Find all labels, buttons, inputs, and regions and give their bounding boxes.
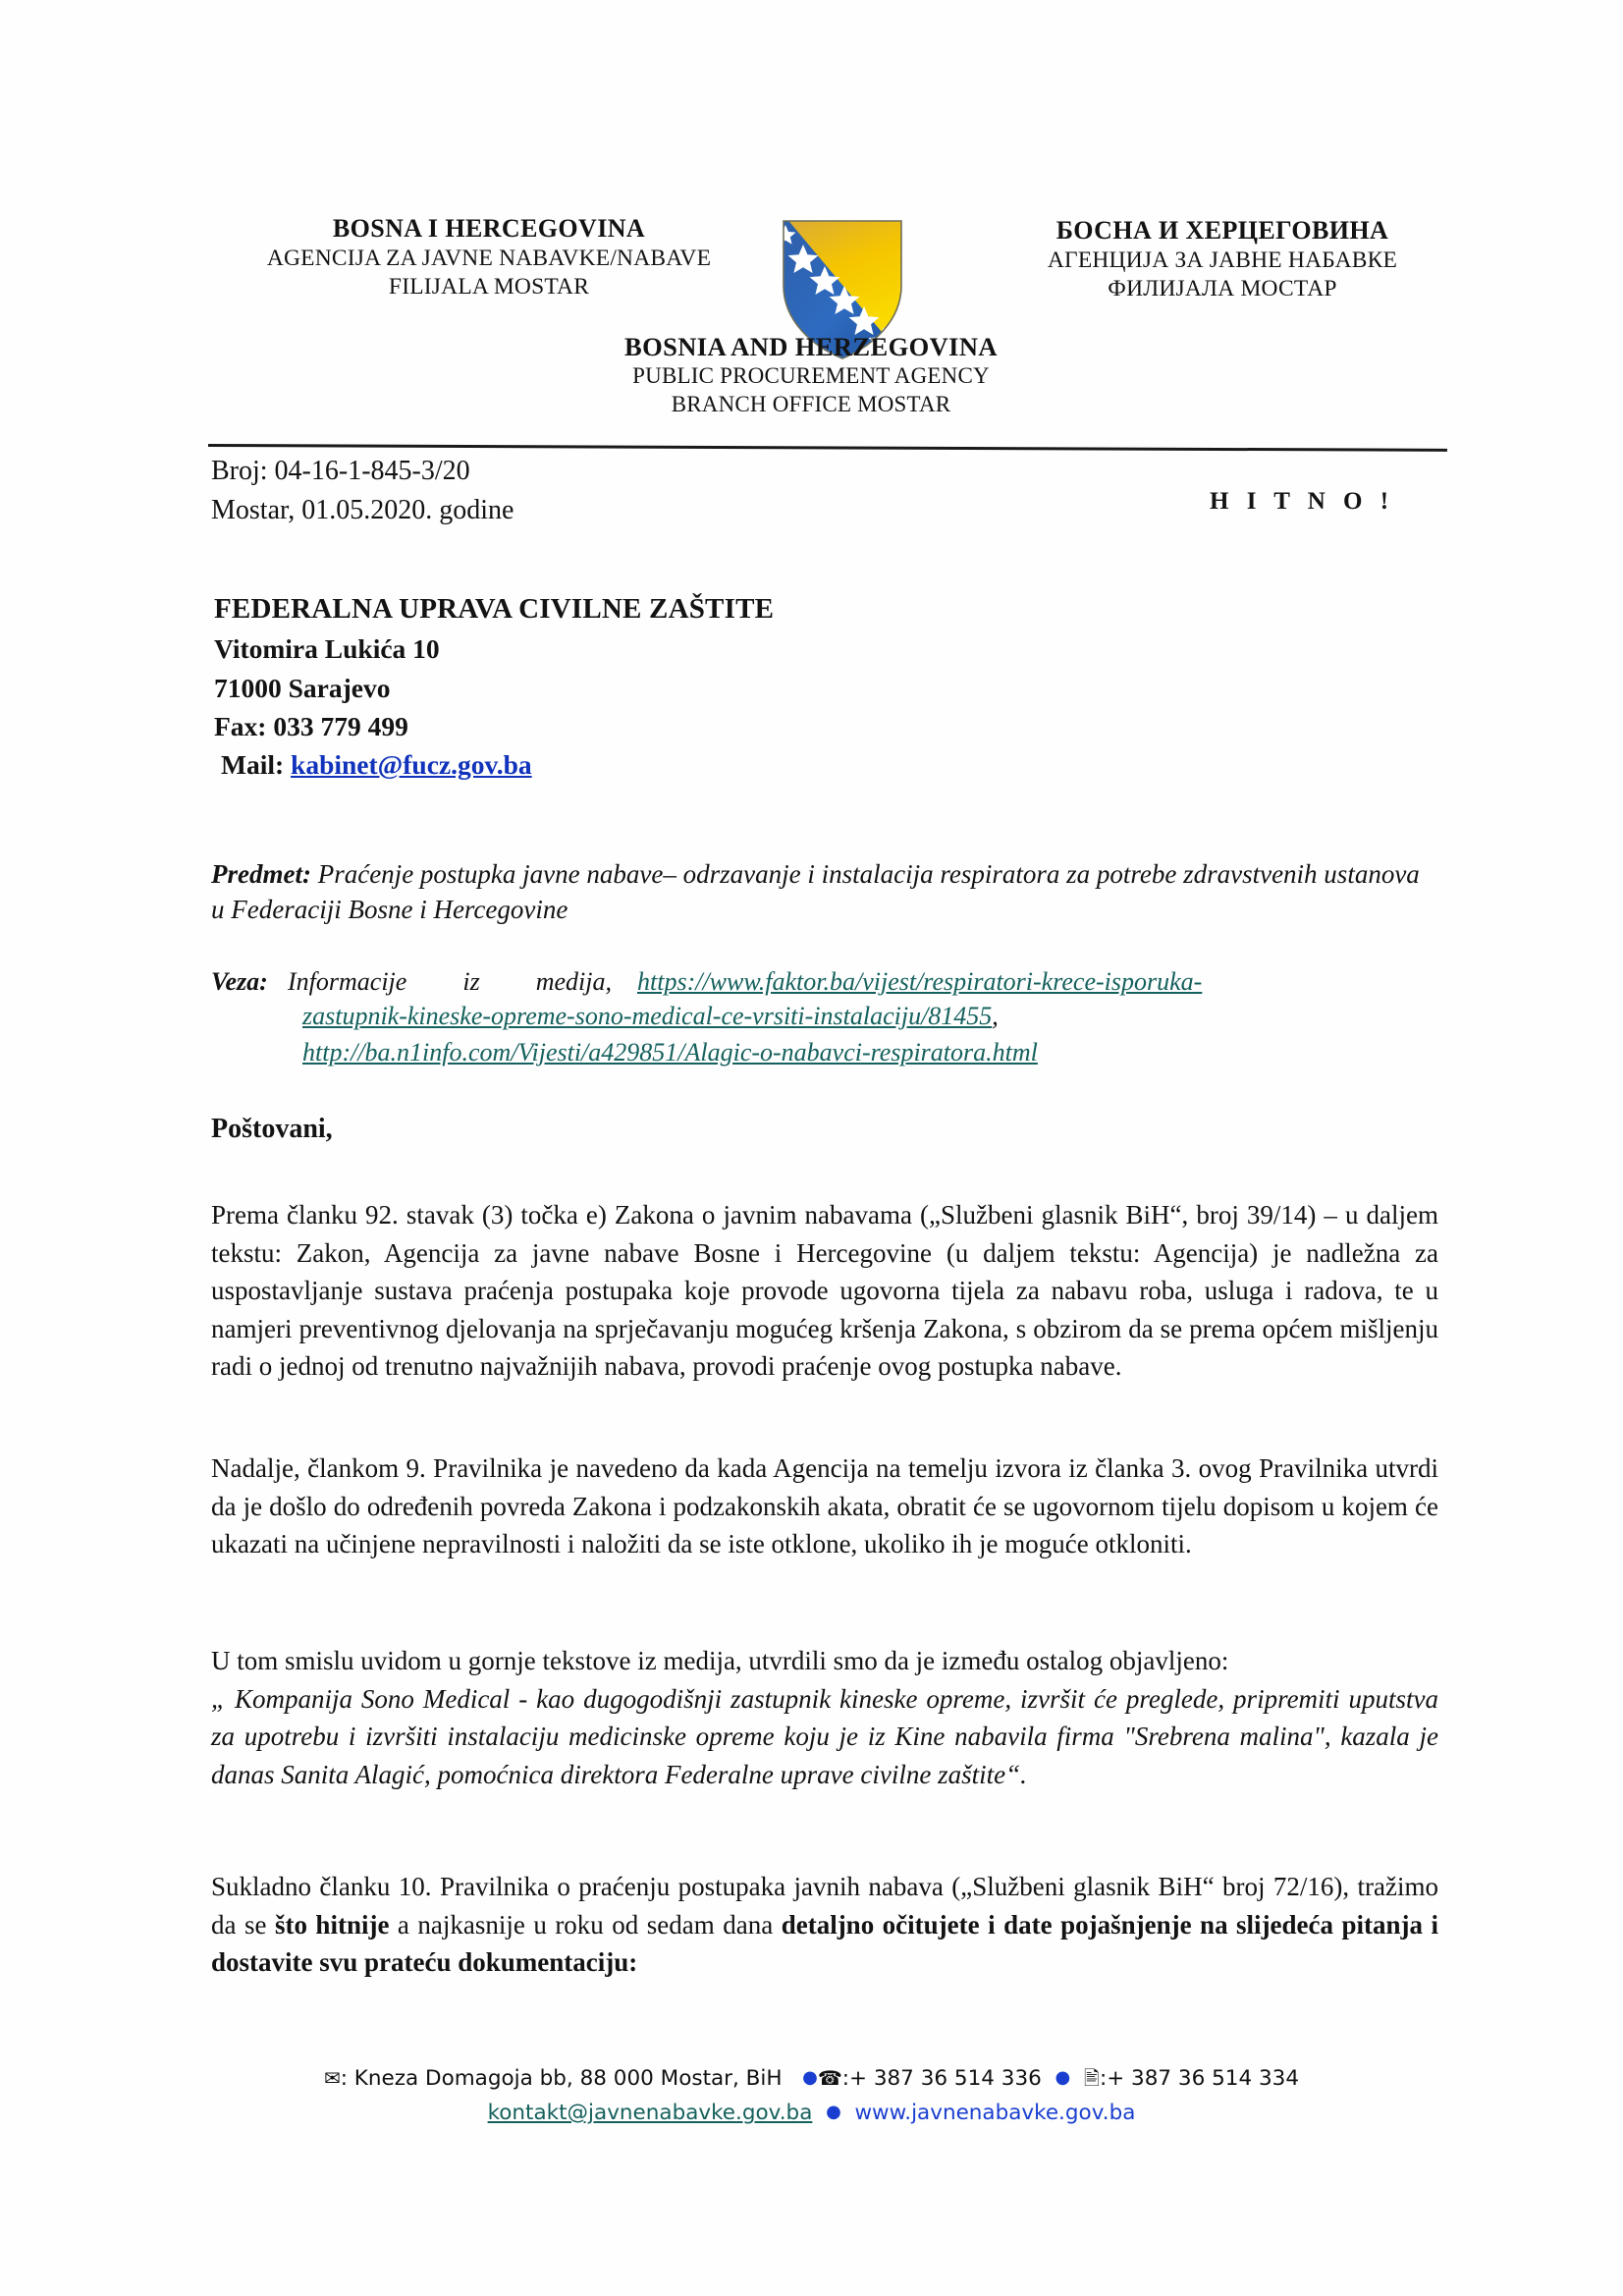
addressee-city: 71000 Sarajevo — [214, 672, 391, 703]
letterhead-bosnian-latin — [214, 214, 764, 301]
reference-links-row — [211, 964, 1440, 1001]
letterhead-branch-cyrillic: ФИЛИЈАЛА МОСТАР — [1108, 275, 1337, 301]
reference-links-block — [211, 964, 1440, 1071]
letterhead-english — [556, 332, 1066, 417]
footer-email-link[interactable]: kontakt@javnenabavke.gov.ba — [487, 2101, 813, 2126]
reference-links-continuation — [302, 999, 1440, 1071]
letterhead-bosnian-cyrillic — [982, 216, 1463, 302]
letterhead-agency-latin: AGENCIJA ZA JAVNE NABAVKE/NABAVE — [266, 245, 712, 271]
footer-sep-2: ● — [1055, 2067, 1071, 2088]
addressee-mail-label: Mail: — [221, 749, 285, 781]
subject-text: Praćenje postupka javne nabave– odrzavanje i instalacija respiratora za potrebe zdravstvenih ustanova u Federaciji Bosne i Hercegovine — [211, 859, 1420, 925]
footer-website-link[interactable]: www.javnenabavke.gov.ba — [854, 2101, 1136, 2126]
reference-number: Broj: 04-16-1-845-3/20 — [211, 456, 470, 486]
reference-links-lead-2: iz — [462, 967, 480, 996]
body-paragraph-1: Prema članku 92. stavak (3) točka e) Zakona o javnim nabavama („Službeni glasnik BiH“, broj 39/14) – u daljem tekstu: Zakon, Agencija za javne nabave Bosne i Hercegovine (u daljem tekstu: Agencija) je nadležna za uspostavljanje sustava praćenja postupaka koje provode ugovorna tijela za nabavu roba, usluga i radova, te u namjeri preventivnog djelovanja na sprječavanju mogućeg kršenja Zakona, s obzirom da se prema općem mišljenju radi o jednoj od trenutno najvažnijih nabava, provodi praćenje ovog postupka nabave. — [211, 1200, 1438, 1382]
fax-icon: 🖹 — [1083, 2066, 1100, 2090]
reference-place-date: Mostar, 01.05.2020. godine — [211, 494, 514, 525]
reference-links-label: Veza: — [211, 967, 268, 996]
letterhead-branch-latin: FILIJALA MOSTAR — [388, 273, 590, 300]
reference-links-lead — [288, 964, 637, 1001]
body-paragraph-4-c: a najkasnije u roku od sedam dana — [389, 1909, 782, 1940]
reference-block — [211, 452, 514, 530]
letterhead-branch-english: BRANCH OFFICE MOSTAR — [671, 391, 951, 416]
footer-address: : Kneza Domagoja bb, 88 000 Mostar, BiH — [340, 2066, 783, 2091]
reference-link-comma: , — [992, 1001, 999, 1030]
footer-sep-3: ● — [826, 2102, 841, 2123]
subject-line — [211, 856, 1436, 928]
footer-sep-1: ● — [802, 2067, 818, 2088]
reference-link-faktor-row2 — [302, 999, 1440, 1035]
salutation: Poštovani, — [211, 1114, 333, 1144]
reference-links-lead-3: medija, — [535, 967, 612, 996]
header-divider — [208, 444, 1447, 452]
footer-fax: :+ 387 36 514 334 — [1099, 2066, 1300, 2091]
envelope-icon: ✉ — [323, 2066, 341, 2090]
reference-link-faktor-part1[interactable]: https://www.faktor.ba/vijest/respiratori-krece-isporuka- — [637, 967, 1203, 996]
footer-line-address — [0, 2062, 1623, 2095]
reference-link-faktor-part2[interactable]: zastupnik-kineske-opreme-sono-medical-ce-vrsiti-instalaciju/81455 — [302, 1001, 993, 1030]
addressee-mail-link[interactable]: kabinet@fucz.gov.ba — [291, 749, 532, 781]
letterhead-agency-english: PUBLIC PROCUREMENT AGENCY — [632, 363, 990, 389]
footer-phone: :+ 387 36 514 336 — [841, 2066, 1042, 2091]
body-paragraph-2: Nadalje, člankom 9. Pravilnika je navedeno da kada Agencija na temelju izvora iz članka 3. ovog Pravilnika utvrdi da je došlo do određenih povreda Zakona i podzakonskih akata, obratit će se ugovornom tijelu dopisom u kojem će ukazati na učinjene nepravilnosti i naložiti da se iste otklone, ukoliko ih je moguće otkloniti. — [211, 1453, 1438, 1559]
footer-line-web — [0, 2097, 1623, 2129]
reference-link-n1info[interactable]: http://ba.n1info.com/Vijesti/a429851/Alagic-o-nabavci-respiratora.html — [302, 1037, 1038, 1066]
letterhead — [0, 214, 1623, 440]
phone-icon: ☎ — [817, 2066, 842, 2090]
body-paragraph-3-intro: U tom smislu uvidom u gornje tekstove iz medija, utvrdili smo da je između ostalog objavljeno: — [211, 1646, 1229, 1675]
addressee-street: Vitomira Lukića 10 — [214, 633, 440, 665]
urgent-marker: H I T N O ! — [1210, 488, 1395, 515]
reference-link-n1info-row — [302, 1035, 1440, 1071]
subject-label: Predmet: — [211, 859, 311, 889]
body-paragraph-3-quote: „ Kompanija Sono Medical - kao dugogodišnji zastupnik kineske opreme, izvršit će preglede, pripremiti uputstva za upotrebu i izvršiti instalaciju medicinske opreme koju je iz Kine nabavila firma "Srebrena malina", kazala je danas Sanita Alagić, pomoćnica direktora Federalne uprave civilne zaštite“. — [211, 1683, 1438, 1789]
body-paragraph-3 — [211, 1642, 1438, 1793]
addressee-block — [214, 589, 774, 785]
letterhead-title-cyrillic: БОСНА И ХЕРЦЕГОВИНА — [1055, 216, 1389, 245]
body-emphasis-request: detaljno očitujete i date pojašnjenje na slijedeća pitanja i dostavite svu prateću dokumentaciju: — [211, 1909, 1439, 1978]
addressee-mail-row — [221, 745, 774, 784]
body-paragraph-4 — [211, 1868, 1438, 1982]
reference-links-lead-1: Informacije — [288, 967, 407, 996]
letterhead-title-latin: BOSNA I HERCEGOVINA — [332, 214, 646, 243]
body-paragraph-4-a: Sukladno članku 10. Pravilnika o praćenju postupaka javnih nabava („Službeni glasnik BiH“ broj 72/16), tražimo da se — [211, 1872, 1438, 1940]
footer-contact-block — [0, 2062, 1623, 2130]
addressee-organization: FEDERALNA UPRAVA CIVILNE ZAŠTITE — [214, 593, 775, 625]
letterhead-agency-cyrillic: АГЕНЦИЈА ЗА ЈАВНЕ НАБАВКЕ — [1047, 246, 1398, 273]
letterhead-title-english: BOSNIA AND HERZEGOVINA — [624, 332, 998, 361]
body-emphasis-hitnije: što hitnije — [274, 1909, 390, 1940]
addressee-fax: Fax: 033 779 499 — [214, 711, 408, 742]
